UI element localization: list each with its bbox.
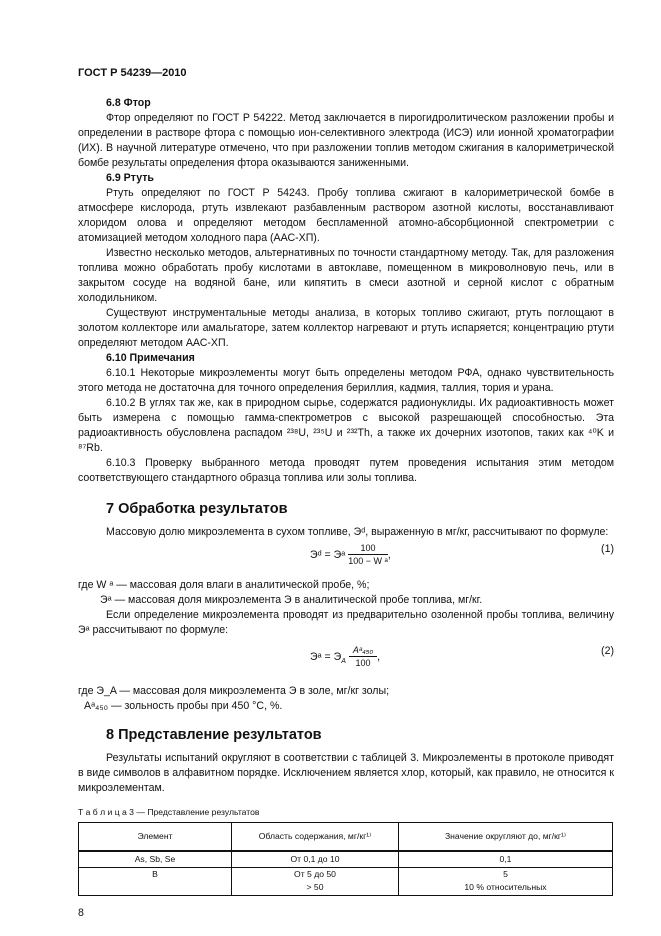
paragraph: Если определение микроэлемента проводят из предварительно озоленной пробы топлива, величину Эᵃ рассчитывают по формуле: (78, 609, 614, 636)
paragraph: Результаты испытаний округляют в соответствии с таблицей 3. Микроэлементы в протоколе приводят в виде символов в алфавитном порядке. Исключением является хлор, который, как правило, не относится к микроэлементам. (78, 752, 614, 794)
formula-1 (78, 540, 614, 578)
section-title: 7 Обработка результатов (106, 501, 288, 517)
paragraph: 6.10.2 В углях так же, как в природном сырье, содержатся радионуклиды. Их радиоактивность может быть измерена с помощью гамма-спектрометров с высокой разрешающей способностью. Эта радиоактивность обусловлена распадом ²³⁸U, ²³⁵U и ²³²Th, а также их дочерних изотопов, таких как ⁴⁰K и ⁸⁷Rb. (78, 397, 614, 454)
table-caption-text: 3 — Представление результатов (126, 807, 260, 817)
column-header: Элемент (79, 823, 232, 852)
results-table (78, 822, 614, 896)
column-header: Область содержания, мг/кг¹⁾ (232, 823, 399, 852)
section-8 (78, 726, 614, 796)
where-line: где W ᵃ — массовая доля влаги в аналитической пробе, %; (78, 579, 370, 591)
table-header-row (79, 823, 613, 852)
page-number: 8 (78, 906, 84, 919)
table-cell: B (79, 867, 232, 895)
table-row (79, 851, 613, 867)
column-header: Значение округляют до, мг/кг¹⁾ (399, 823, 613, 852)
formula-comma: , (377, 650, 381, 663)
formula-comma: , (387, 548, 391, 561)
table-cell: 0,1 (399, 851, 613, 867)
equation-number: (2) (601, 645, 614, 657)
section-title: 8 Представление результатов (106, 727, 322, 743)
formula-2 (78, 642, 614, 684)
section-7 (78, 500, 614, 714)
paragraph: Ртуть определяют по ГОСТ Р 54243. Пробу топлива сжигают в калориметрической бомбе в атмосфере кислорода, ртуть извлекают разбавленным раствором азотной кислоты, восстанавливают хлоридом олова и определяют методом беспламенной атомно-абсорбционной спектрометрии с атомизацией методом холодного пара (ААС-ХП). (78, 187, 614, 244)
section-6-8 (78, 96, 614, 486)
section-heading: 6.8 Фтор (106, 97, 151, 109)
formula-denominator: 100 (355, 658, 371, 668)
paragraph: Существуют инструментальные методы анализа, в которых топливо сжигают, ртуть поглощают в золотом коллекторе или амальгаторе, затем коллектор нагревают и ртуть испаряется; концентрацию ртути определяют методом ААС-ХП. (78, 307, 614, 349)
where-line: Aᵃ₄₅₀ — зольность пробы при 450 °С, %. (84, 700, 283, 712)
paragraph: Фтор определяют по ГОСТ Р 54222. Метод заключается в пирогидролитическом разложении пробы и определении в растворе фтора с помощью ион-селективного электрода (ИСЭ) или ионной хроматографии (ИХ). В научной литературе отмечено, что при разложении топлив методом сжигания в калориметрической бомбе результаты определения фтора оказываются заниженными. (78, 112, 614, 169)
paragraph: Массовую долю микроэлемента в сухом топливе, Эᵈ, выраженную в мг/кг, рассчитывают по формуле: (106, 526, 609, 538)
formula-subscript: A (341, 657, 346, 665)
table-row (79, 867, 613, 895)
paragraph: Известно несколько методов, альтернативных по точности стандартному методу. Так, для разложения топлива можно обработать пробу кислотами в автоклаве, помещенном в микроволновую печь, или в закрытом сосуде на водяной бане, или кипятить в смеси азотной и серной кислот с обратным холодильником. (78, 247, 614, 304)
table-cell: От 0,1 до 10 (232, 851, 399, 867)
where-line: Эᵃ — массовая доля микроэлемента Э в аналитической пробе топлива, мг/кг. (100, 594, 483, 606)
section-heading: 6.9 Ртуть (106, 172, 154, 184)
paragraph: 6.10.1 Некоторые микроэлементы могут быть определены методом РФА, однако чувствительность этого метода не достаточна для точного определения бериллия, кадмия, таллия, тория и урана. (78, 367, 614, 394)
document-header: ГОСТ Р 54239—2010 (78, 67, 187, 79)
table-cell: 5 10 % относительных (399, 867, 613, 895)
table-caption (78, 806, 614, 818)
where-line: где Э_A — массовая доля микроэлемента Э в золе, мг/кг золы; (78, 685, 390, 697)
paragraph: 6.10.3 Проверку выбранного метода проводят путем проведения испытания этим методом соответствующего стандартного образца топлива или золы топлива. (78, 457, 614, 484)
formula-numerator: 100 (348, 542, 388, 555)
table-cell: От 5 до 50 > 50 (232, 867, 399, 895)
section-heading: 6.10 Примечания (106, 352, 195, 364)
formula-numerator: Aᵃ₄₅₀ (349, 644, 377, 657)
equation-number: (1) (601, 543, 614, 555)
formula-lhs: Эᵈ = Эᵃ (310, 548, 346, 561)
formula-lhs: Эᵃ = Э (310, 650, 342, 663)
page-content (78, 66, 614, 921)
table-cell: As, Sb, Se (79, 851, 232, 867)
table-caption-label: Т а б л и ц а (78, 807, 127, 817)
formula-denominator: 100 − W ᵃ (348, 556, 388, 566)
